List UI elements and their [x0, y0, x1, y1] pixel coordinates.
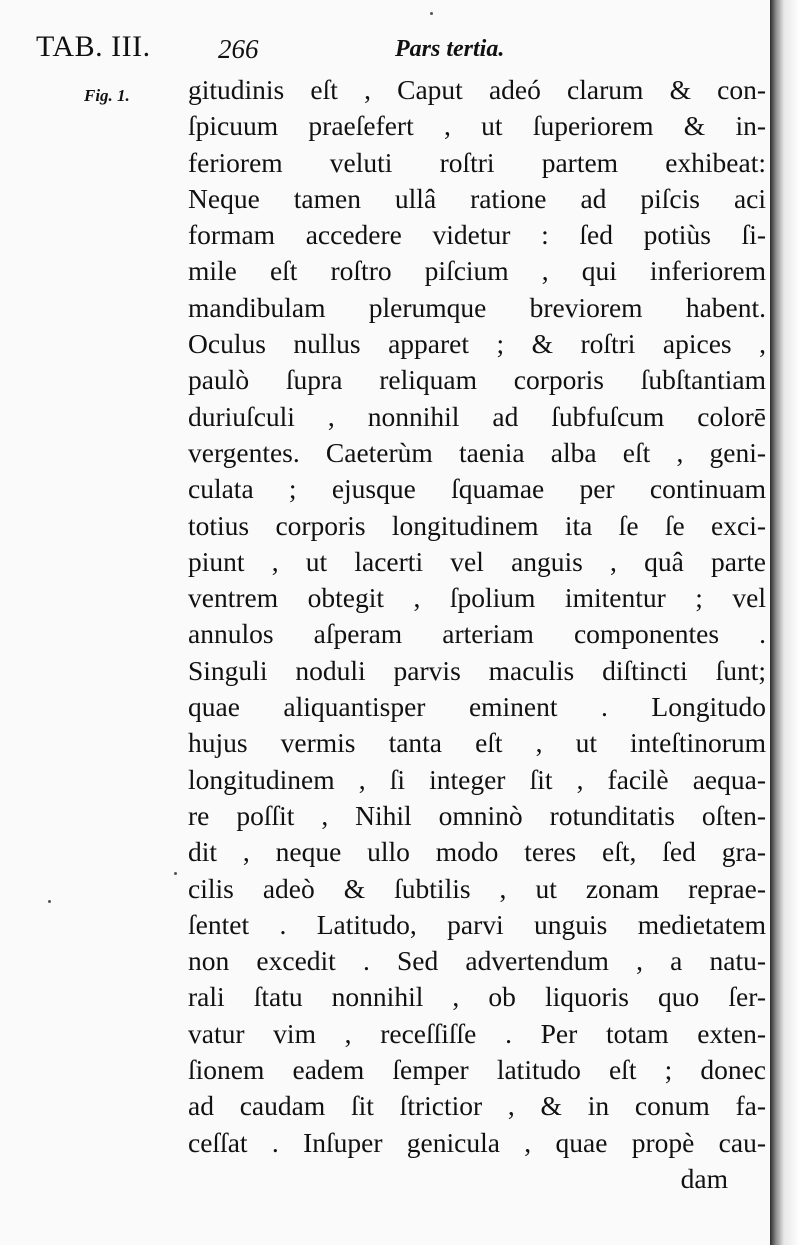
text-line: ventrem obtegit , ſpolium imitentur ; vel — [188, 582, 766, 614]
text-line: annulos aſperam arteriam componentes . — [188, 618, 766, 650]
text-line: paulò ſupra reliquam corporis ſubſtantiam — [188, 364, 766, 396]
text-line: totius corporis longitudinem ita ſe ſe exci- — [188, 509, 766, 541]
text-line: culata ; ejusque ſquamae per continuam — [188, 473, 766, 505]
text-line: ſionem eadem ſemper latitudo eſt ; donec — [188, 1054, 766, 1086]
text-line: Oculus nullus apparet ; & roſtri apices , — [188, 328, 766, 360]
paper-speck — [48, 900, 51, 903]
text-line: gitudinis eſt , Caput adeó clarum & con- — [188, 74, 766, 105]
page-binding-edge — [770, 0, 800, 1245]
text-line: ſentet . Latitudo, parvi unguis medietatem — [188, 908, 766, 940]
text-line: mandibulam plerumque breviorem habent. — [188, 291, 766, 323]
text-line: quae aliquantisper eminent . Longitudo — [188, 691, 766, 723]
text-line: formam accedere videtur : ſed potiùs ſi- — [188, 219, 766, 251]
page-number: 266 — [218, 34, 259, 64]
page-header — [0, 30, 770, 72]
body-text — [188, 72, 766, 1197]
text-line: dit , neque ullo modo teres eſt, ſed gra- — [188, 836, 766, 868]
text-line: cilis adeò & ſubtilis , ut zonam reprae- — [188, 872, 766, 904]
text-line: vatur vim , receſſiſſe . Per totam exten- — [188, 1017, 766, 1049]
plate-reference: TAB. III. — [36, 30, 151, 63]
running-head: Pars tertia. — [395, 36, 505, 62]
text-line: feriorem veluti roſtri partem exhibeat: — [188, 146, 766, 178]
text-line: duriuſculi , nonnihil ad ſubfuſcum colorē — [188, 400, 766, 432]
text-line: re poſſit , Nihil omninò rotunditatis oſten- — [188, 799, 766, 831]
text-line: piunt , ut lacerti vel anguis , quâ parte — [188, 545, 766, 577]
text-line: dam — [680, 1162, 728, 1194]
text-line: hujus vermis tanta eſt , ut inteſtinorum — [188, 727, 766, 759]
text-line: ad caudam ſit ſtrictior , & in conum fa- — [188, 1090, 766, 1122]
text-line: mile eſt roſtro piſcium , qui inferiorem — [188, 255, 766, 287]
text-line: Neque tamen ullâ ratione ad piſcis aci — [188, 182, 766, 214]
text-line: Singuli noduli parvis maculis diſtincti ſunt; — [188, 654, 766, 686]
text-line: ceſſat . Inſuper genicula , quae propè cau- — [188, 1126, 766, 1158]
text-line: longitudinem , ſi integer ſit , facilè aequa- — [188, 763, 766, 795]
text-line: ſpicuum praeſefert , ut ſuperiorem & in- — [188, 110, 766, 142]
text-line: rali ſtatu nonnihil , ob liquoris quo ſer- — [188, 981, 766, 1013]
paper-speck — [174, 872, 177, 875]
text-line: vergentes. Caeterùm taenia alba eſt , geni- — [188, 436, 766, 468]
text-line: non excedit . Sed advertendum , a natu- — [188, 945, 766, 977]
figure-marginal-note: Fig. 1. — [84, 86, 130, 105]
paper-speck — [430, 12, 433, 15]
